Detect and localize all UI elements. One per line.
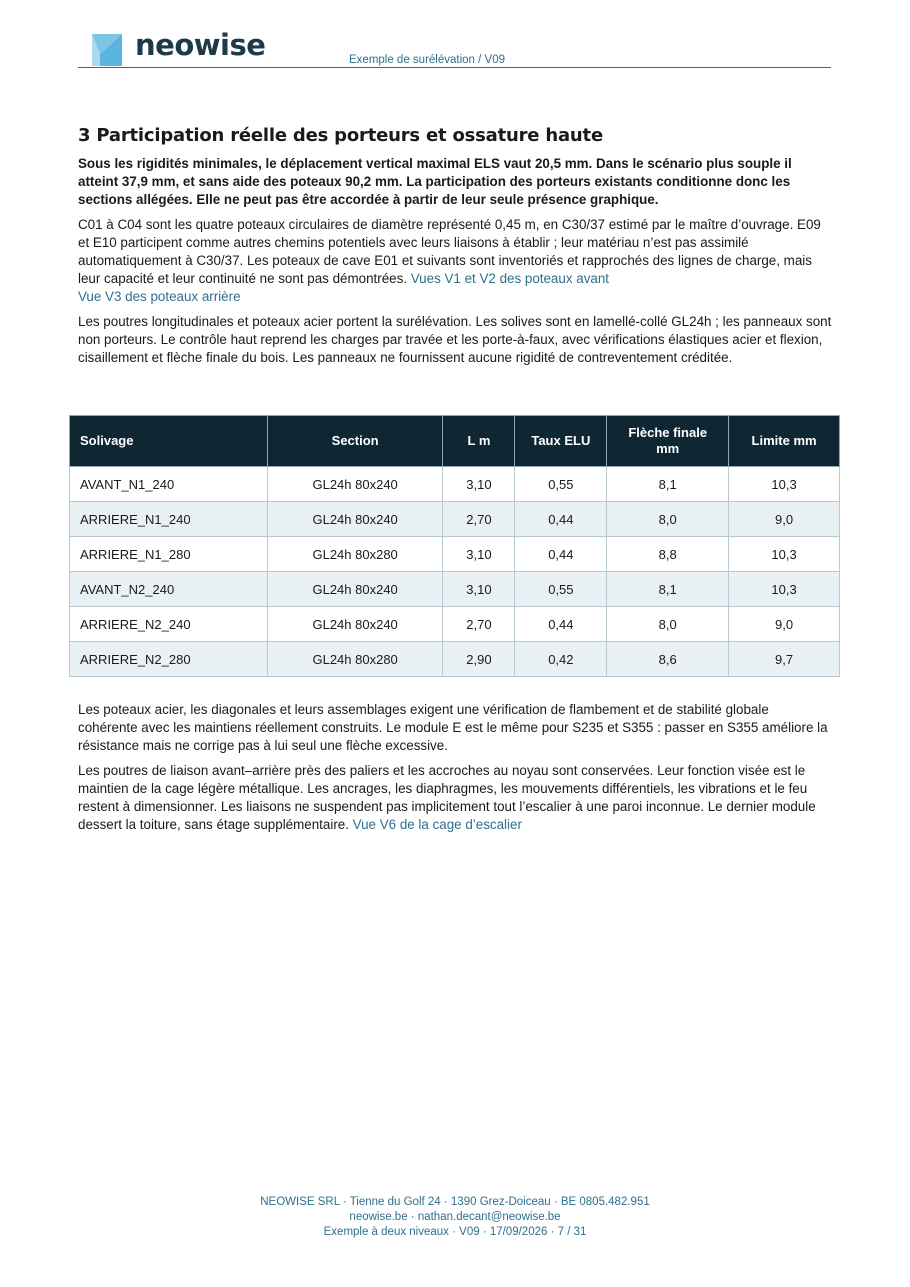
- table-cell: 0,55: [515, 572, 607, 607]
- table-cell: 9,0: [729, 502, 840, 537]
- table-cell: AVANT_N2_240: [70, 572, 268, 607]
- paragraph-structure: Les poutres longitudinales et poteaux acier portent la surélévation. Les solives sont en lamellé-collé GL24h ; les panneaux sont non porteurs. Le contrôle haut reprend les charges par travée et les porte-à-faux, avec vérifications élastiques acier et flexion, cisaillement et flèche finale du bois. Les panneaux ne fournissent aucune rigidité de contreventement créditée.: [78, 314, 832, 365]
- paragraph-columns: [78, 216, 832, 306]
- table-cell: 0,55: [515, 467, 607, 502]
- table-cell: 8,0: [607, 502, 729, 537]
- table-cell: 9,7: [729, 642, 840, 677]
- column-header: L m: [443, 416, 515, 467]
- table-cell: ARRIERE_N1_280: [70, 537, 268, 572]
- table-cell: 8,0: [607, 607, 729, 642]
- logo-wordmark: neowise: [135, 28, 266, 62]
- table-cell: 2,70: [443, 502, 515, 537]
- table-cell: 0,44: [515, 607, 607, 642]
- table-cell: 2,90: [443, 642, 515, 677]
- lead-paragraph: Sous les rigidités minimales, le déplacement vertical maximal ELS vaut 20,5 mm. Dans le scénario plus souple il atteint 37,9 mm, et sans aide des poteaux 90,2 mm. La participation des porteurs existants conditionne donc les sections allégées. Elle ne peut pas être accordée à partir de leur seule présence graphique.: [78, 156, 792, 207]
- table-cell: ARRIERE_N1_240: [70, 502, 268, 537]
- table-cell: ARRIERE_N2_280: [70, 642, 268, 677]
- table-cell: 3,10: [443, 572, 515, 607]
- paragraph-columns-text: C01 à C04 sont les quatre poteaux circulaires de diamètre représenté 0,45 m, en C30/37 estimé par le maître d’ouvrage. E09 et E10 participent comme autres chemins potentiels avec leurs liaisons à établir ; leur matériau n’est pas assimilé automatiquement à C30/37. Les poteaux de cave E01 et suivants sont inventoriés et rapprochés des lignes de charge, mais leur capacité et leur continuité ne sont pas démontrées.: [78, 217, 821, 286]
- table-cell: AVANT_N1_240: [70, 467, 268, 502]
- table-cell: 3,10: [443, 467, 515, 502]
- table-cell: 8,8: [607, 537, 729, 572]
- footer-contact: neowise.be · nathan.decant@neowise.be: [349, 1211, 561, 1223]
- column-header: Taux ELU: [515, 416, 607, 467]
- neowise-logo-icon: [92, 34, 122, 66]
- table-cell: GL24h 80x280: [267, 537, 443, 572]
- column-header: Solivage: [70, 416, 268, 467]
- table-cell: 3,10: [443, 537, 515, 572]
- footer-page-info: Exemple à deux niveaux · V09 · 17/09/2026 · 7 / 31: [323, 1226, 587, 1238]
- paragraph-links-text: Les poutres de liaison avant–arrière près des paliers et les accroches au noyau sont conservées. Leur fonction visée est le maintien de la cage légère métallique. Les ancrages, les diaphragmes, les mouvements différentiels, les vibrations et le feu restent à dimensionner. Les liaisons ne suspendent pas implicitement tout l’escalier à une paroi inconnue. Le dernier module dessert la toiture, sans étage supplémentaire.: [78, 763, 816, 832]
- table-cell: ARRIERE_N2_240: [70, 607, 268, 642]
- section-title: 3 Participation réelle des porteurs et ossature haute: [78, 125, 603, 146]
- joists-table: [69, 415, 840, 677]
- page-footer: [0, 1195, 910, 1240]
- link-view-v6[interactable]: Vue V6 de la cage d’escalier: [352, 817, 522, 832]
- table-cell: 8,6: [607, 642, 729, 677]
- table-cell: 0,44: [515, 502, 607, 537]
- table-row: [70, 607, 840, 642]
- table-row: [70, 467, 840, 502]
- link-views-v1-v2[interactable]: Vues V1 et V2 des poteaux avant: [410, 271, 610, 286]
- table-row: [70, 642, 840, 677]
- table-row: [70, 502, 840, 537]
- document-subtitle: Exemple de surélévation / V09: [349, 54, 505, 66]
- paragraph-links: [78, 762, 832, 834]
- table-cell: 0,44: [515, 537, 607, 572]
- column-header: Flèche finale mm: [607, 416, 729, 467]
- table-cell: 10,3: [729, 537, 840, 572]
- table-cell: 8,1: [607, 572, 729, 607]
- header-divider: [78, 67, 831, 68]
- link-view-v3[interactable]: Vue V3 des poteaux arrière: [78, 289, 241, 304]
- column-header: Section: [267, 416, 443, 467]
- footer-company: NEOWISE SRL · Tienne du Golf 24 · 1390 Grez-Doiceau · BE 0805.482.951: [260, 1196, 650, 1208]
- section-content: [78, 125, 832, 374]
- post-table-content: [78, 701, 832, 841]
- table-row: [70, 537, 840, 572]
- table-cell: 9,0: [729, 607, 840, 642]
- paragraph-steel: Les poteaux acier, les diagonales et leurs assemblages exigent une vérification de flambement et de stabilité globale cohérente avec les maintiens réellement construits. Le module E est le même pour S235 et S355 : passer en S355 améliore la résistance mais ne corrige pas à lui seul une flèche excessive.: [78, 702, 828, 753]
- table-cell: 10,3: [729, 467, 840, 502]
- table-cell: 0,42: [515, 642, 607, 677]
- table-cell: 10,3: [729, 572, 840, 607]
- table-header-row: [70, 416, 840, 467]
- table-cell: 8,1: [607, 467, 729, 502]
- table-cell: 2,70: [443, 607, 515, 642]
- table-cell: GL24h 80x240: [267, 467, 443, 502]
- column-header: Limite mm: [729, 416, 840, 467]
- page-header: [78, 28, 831, 70]
- table-cell: GL24h 80x240: [267, 572, 443, 607]
- table-cell: GL24h 80x240: [267, 607, 443, 642]
- table-row: [70, 572, 840, 607]
- table-cell: GL24h 80x240: [267, 502, 443, 537]
- table-cell: GL24h 80x280: [267, 642, 443, 677]
